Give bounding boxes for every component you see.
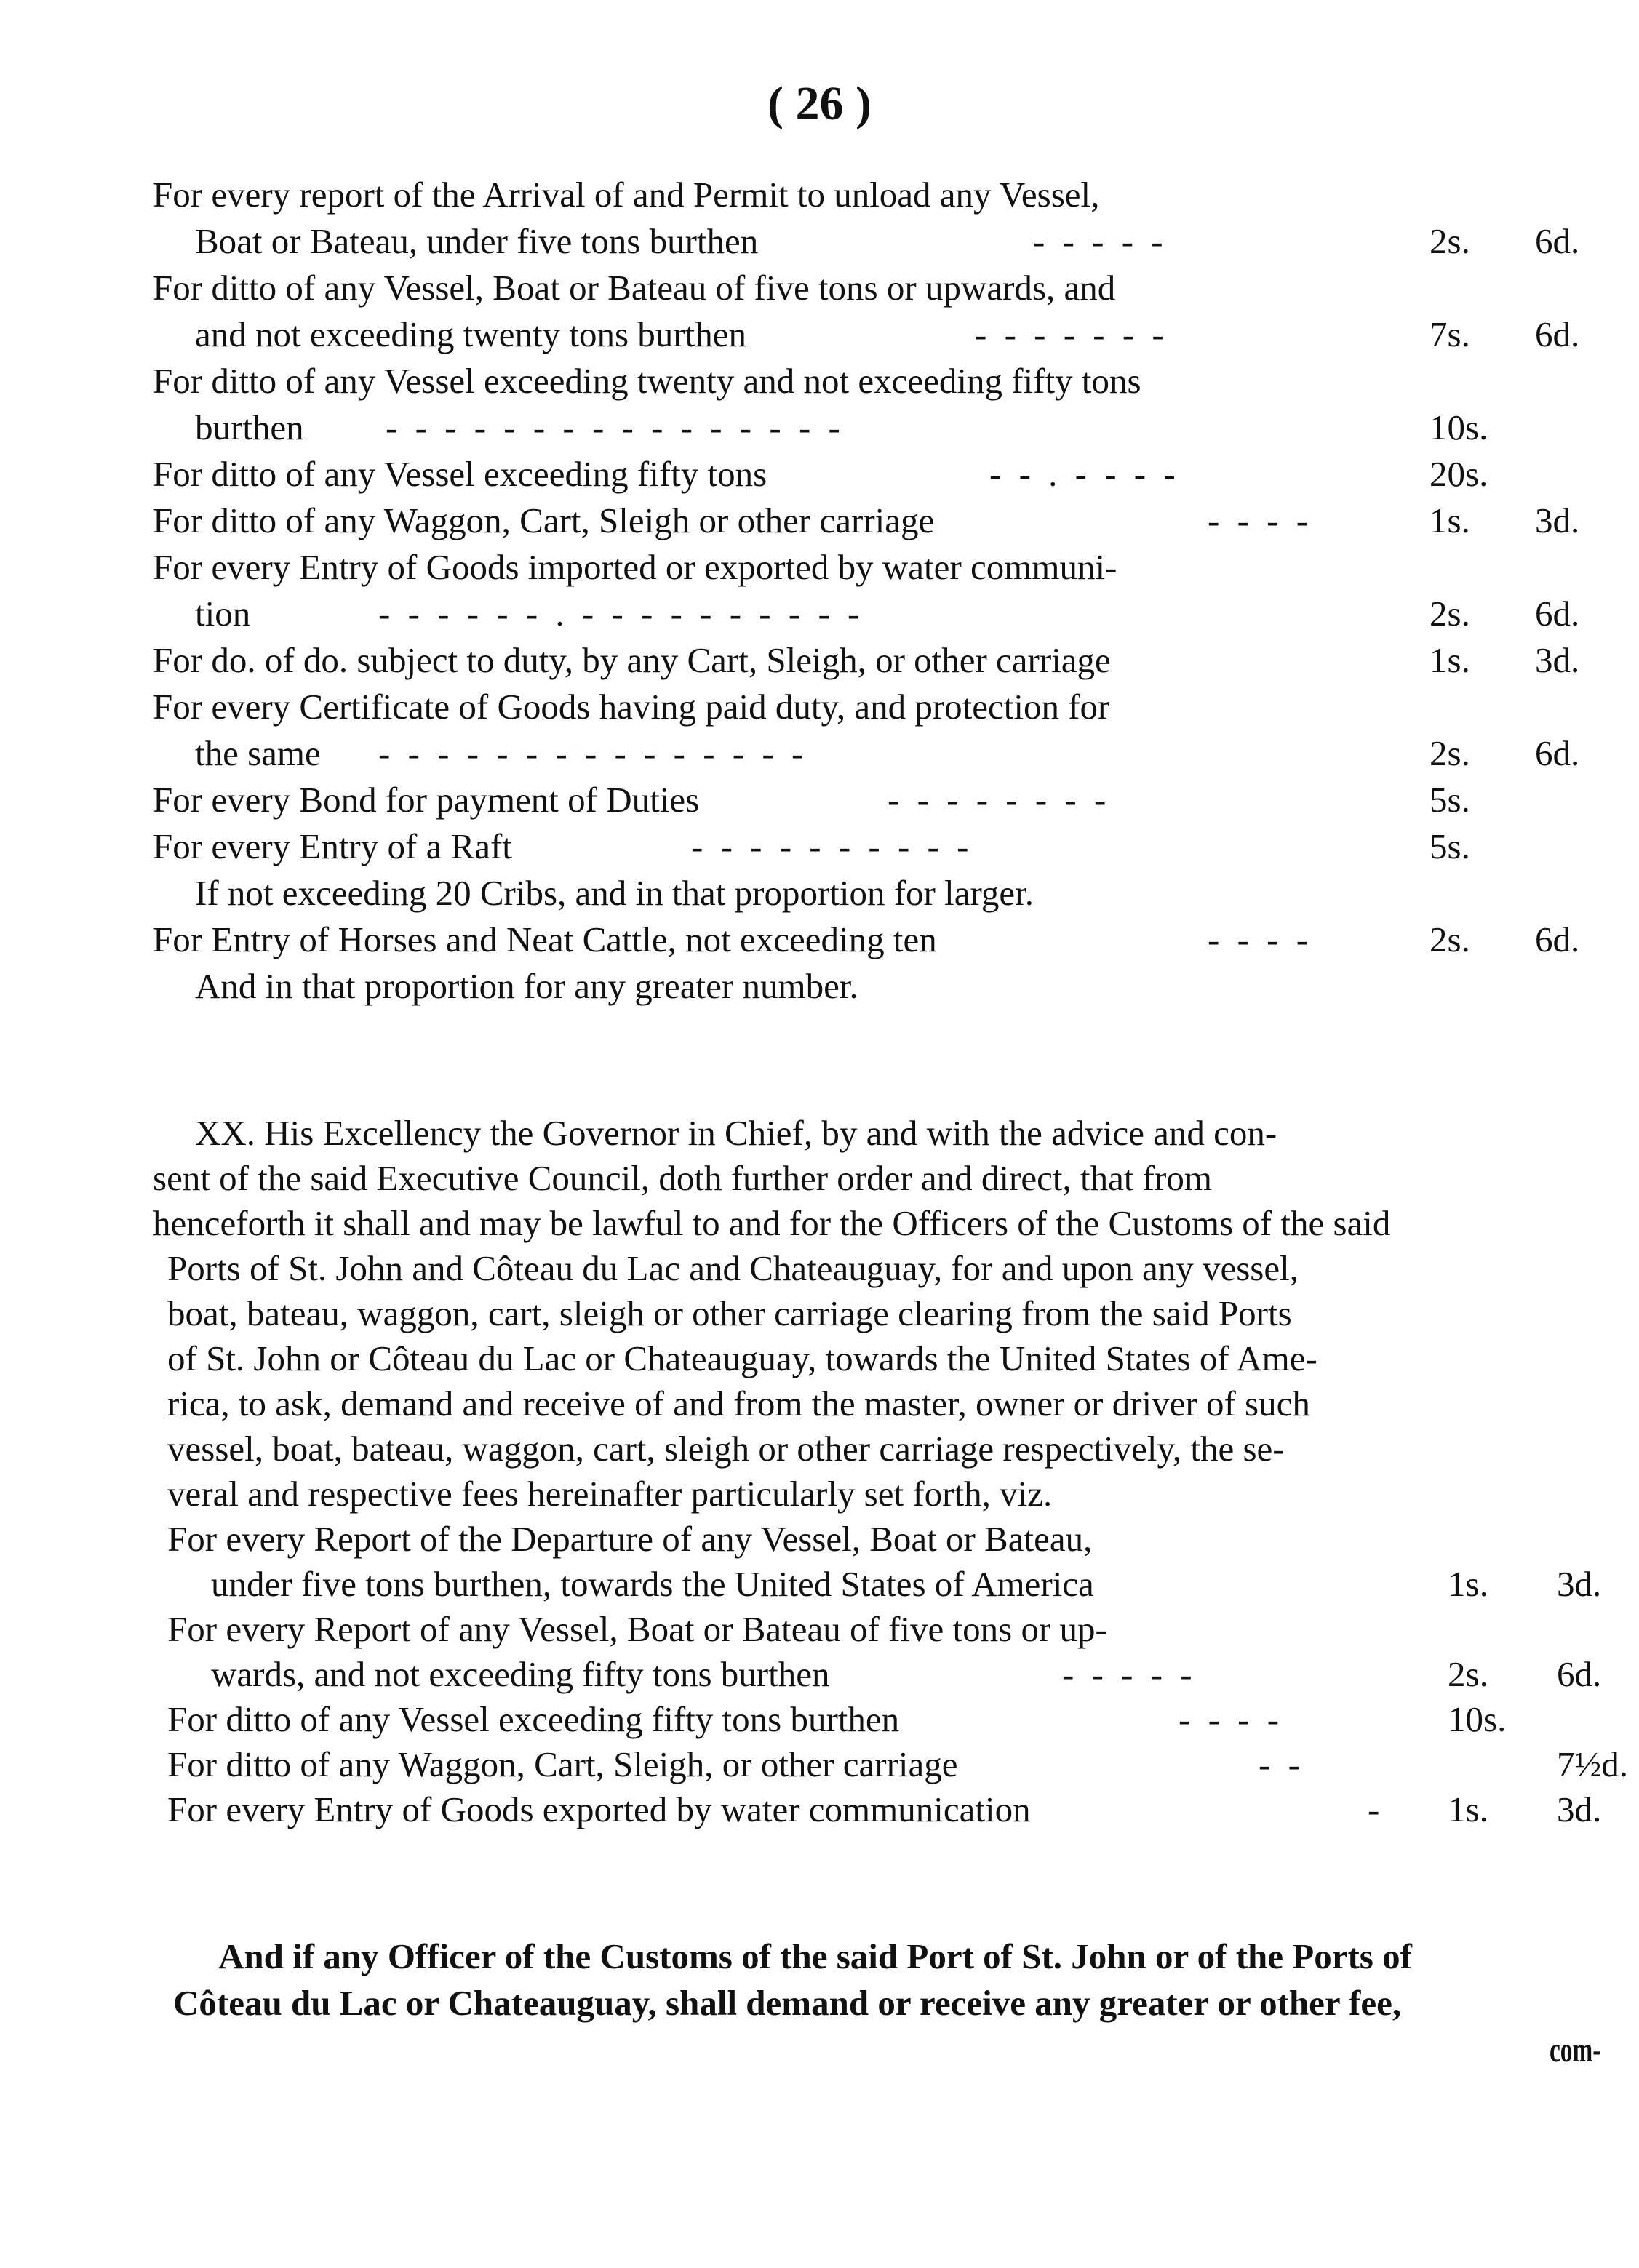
fee-description: under five tons burthen, towards the United States of America bbox=[211, 1564, 1094, 1604]
fee-description: If not exceeding 20 Cribs, and in that proportion for larger. bbox=[195, 873, 1034, 913]
paragraph-text: of St. John or Côteau du Lac or Chateauguay, towards the United States of Ame- bbox=[167, 1338, 1317, 1378]
fee-shillings: 20s. bbox=[1429, 454, 1488, 494]
leader-dashes: - - - - - - . - - - - - - - - - - bbox=[378, 594, 864, 634]
fee-shillings: 2s. bbox=[1429, 594, 1470, 634]
fee-pence: 6d. bbox=[1535, 919, 1580, 959]
paragraph-text: And if any Officer of the Customs of the said Port of St. John or of the Ports of bbox=[218, 1936, 1412, 1976]
page-number: ( 26 ) bbox=[767, 77, 872, 130]
leader-dashes: - - - - - - - bbox=[975, 314, 1168, 354]
fee-pence: 3d. bbox=[1535, 640, 1580, 680]
fee-description: For every Entry of a Raft bbox=[153, 826, 512, 866]
paragraph-text: boat, bateau, waggon, cart, sleigh or other carriage clearing from the said Ports bbox=[167, 1293, 1292, 1333]
fee-description: For ditto of any Vessel, Boat or Bateau of five tons or upwards, and bbox=[153, 268, 1116, 308]
paragraph-text: Côteau du Lac or Chateauguay, shall demand or receive any greater or other fee, bbox=[173, 1983, 1402, 2023]
fee-shillings: 5s. bbox=[1429, 780, 1470, 820]
leader-dashes: - - - - bbox=[1208, 500, 1313, 540]
fee-description: the same bbox=[195, 733, 321, 773]
fee-shillings: 2s. bbox=[1429, 733, 1470, 773]
fee-description: and not exceeding twenty tons burthen bbox=[195, 314, 746, 354]
fee-shillings: 5s. bbox=[1429, 826, 1470, 866]
fee-pence: 6d. bbox=[1535, 594, 1580, 634]
leader-dashes: - - - - bbox=[1179, 1699, 1284, 1739]
fee-description: For every report of the Arrival of and Permit to unload any Vessel, bbox=[153, 175, 1100, 215]
fee-description: burthen bbox=[195, 407, 304, 447]
fee-pence: 6d. bbox=[1535, 733, 1580, 773]
fee-description: For ditto of any Vessel exceeding twenty and not exceeding fifty tons bbox=[153, 361, 1141, 401]
leader-dashes: - - bbox=[1259, 1744, 1304, 1784]
catchword: com- bbox=[1550, 2029, 1601, 2069]
fee-pence: 6d. bbox=[1557, 1654, 1602, 1694]
fee-description: For ditto of any Waggon, Cart, Sleigh or other carriage bbox=[153, 500, 935, 540]
leader-dashes: - - - - - bbox=[1062, 1654, 1197, 1694]
fee-shillings: 1s. bbox=[1448, 1789, 1488, 1829]
fee-shillings: 7s. bbox=[1429, 314, 1470, 354]
leader-dashes: - bbox=[1368, 1789, 1384, 1829]
leader-dashes: - - - - - - - - - - - - - - - - bbox=[386, 407, 845, 447]
fee-description: Boat or Bateau, under five tons burthen bbox=[195, 221, 759, 261]
paragraph-text: sent of the said Executive Council, doth further order and direct, that from bbox=[153, 1158, 1212, 1198]
paragraph-text: rica, to ask, demand and receive of and from the master, owner or driver of such bbox=[167, 1383, 1310, 1424]
paragraph-text: veral and respective fees hereinafter particularly set forth, viz. bbox=[167, 1474, 1053, 1514]
fee-pence: 3d. bbox=[1557, 1789, 1602, 1829]
fee-shillings: 10s. bbox=[1429, 407, 1488, 447]
fee-description: For Entry of Horses and Neat Cattle, not exceeding ten bbox=[153, 919, 937, 959]
leader-dashes: - - - - - - - - - - bbox=[691, 826, 973, 866]
leader-dashes: - - - - bbox=[1208, 919, 1313, 959]
fee-shillings: 1s. bbox=[1429, 640, 1470, 680]
fee-shillings: 1s. bbox=[1448, 1564, 1488, 1604]
leader-dashes: - - - - - - - - - - - - - - - bbox=[378, 733, 808, 773]
fee-shillings: 10s. bbox=[1448, 1699, 1507, 1739]
fee-description: For every Entry of Goods imported or exported by water communi- bbox=[153, 547, 1117, 587]
fee-shillings: 2s. bbox=[1448, 1654, 1488, 1694]
fee-pence: 3d. bbox=[1557, 1564, 1602, 1604]
leader-dashes: - - - - - - - - bbox=[888, 780, 1111, 820]
paragraph-text: vessel, boat, bateau, waggon, cart, sleigh or other carriage respectively, the se- bbox=[167, 1429, 1285, 1469]
fee-description: For ditto of any Vessel exceeding fifty tons burthen bbox=[167, 1699, 900, 1739]
paragraph-text: Ports of St. John and Côteau du Lac and Chateauguay, for and upon any vessel, bbox=[167, 1248, 1299, 1288]
fee-description: wards, and not exceeding fifty tons burthen bbox=[211, 1654, 830, 1694]
fee-description: For every Bond for payment of Duties bbox=[153, 780, 700, 820]
fee-description: tion bbox=[195, 594, 251, 634]
fee-shillings: 2s. bbox=[1429, 919, 1470, 959]
leader-dashes: - - - - - bbox=[1033, 221, 1168, 261]
fee-pence: 3d. bbox=[1535, 500, 1580, 540]
fee-description: For every Certificate of Goods having paid duty, and protection for bbox=[153, 687, 1110, 727]
fee-shillings: 2s. bbox=[1429, 221, 1470, 261]
fee-pence: 6d. bbox=[1535, 314, 1580, 354]
fee-pence: 6d. bbox=[1535, 221, 1580, 261]
fee-description: For do. of do. subject to duty, by any Cart, Sleigh, or other carriage bbox=[153, 640, 1111, 680]
fee-description: For ditto of any Vessel exceeding fifty tons bbox=[153, 454, 767, 494]
fee-description: For every Report of the Departure of any Vessel, Boat or Bateau, bbox=[167, 1519, 1093, 1559]
fee-pence: 7½d. bbox=[1557, 1744, 1628, 1784]
paragraph-text: XX. His Excellency the Governor in Chief, by and with the advice and con- bbox=[195, 1113, 1277, 1153]
fee-shillings: 1s. bbox=[1429, 500, 1470, 540]
paragraph-text: henceforth it shall and may be lawful to and for the Officers of the Customs of the said bbox=[153, 1203, 1391, 1243]
leader-dashes: - - . - - - - bbox=[989, 454, 1180, 494]
fee-description: For every Entry of Goods exported by water communication bbox=[167, 1789, 1031, 1829]
fee-description: For every Report of any Vessel, Boat or Bateau of five tons or up- bbox=[167, 1609, 1107, 1649]
fee-description: For ditto of any Waggon, Cart, Sleigh, or other carriage bbox=[167, 1744, 958, 1784]
fee-description: And in that proportion for any greater number. bbox=[195, 966, 858, 1006]
